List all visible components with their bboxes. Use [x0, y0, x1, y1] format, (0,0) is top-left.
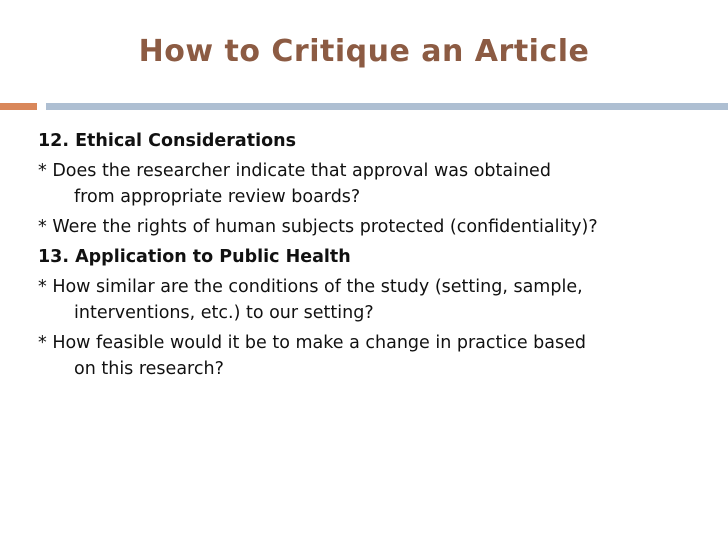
bullet-approval: * Does the researcher indicate that approval was obtained	[38, 161, 551, 181]
bullet-feasibility: * How feasible would it be to make a change in practice based	[38, 333, 587, 353]
bullet-human-subjects: * Were the rights of human subjects protected (confidentiality)?	[38, 217, 598, 237]
title-divider-bar	[46, 103, 728, 110]
section-heading-ethical: 12. Ethical Considerations	[38, 131, 296, 151]
section-heading-public-health: 13. Application to Public Health	[38, 247, 351, 267]
slide-title: How to Critique an Article	[138, 34, 590, 69]
bullet-similar-conditions: * How similar are the conditions of the study (setting, sample,	[38, 277, 583, 297]
slide-body	[38, 128, 718, 382]
bullet-similar-conditions-continued: interventions, etc.) to our setting?	[74, 303, 374, 323]
bullet-feasibility-continued: on this research?	[74, 359, 224, 379]
title-accent-bar	[0, 103, 37, 110]
bullet-approval-continued: from appropriate review boards?	[74, 187, 361, 207]
